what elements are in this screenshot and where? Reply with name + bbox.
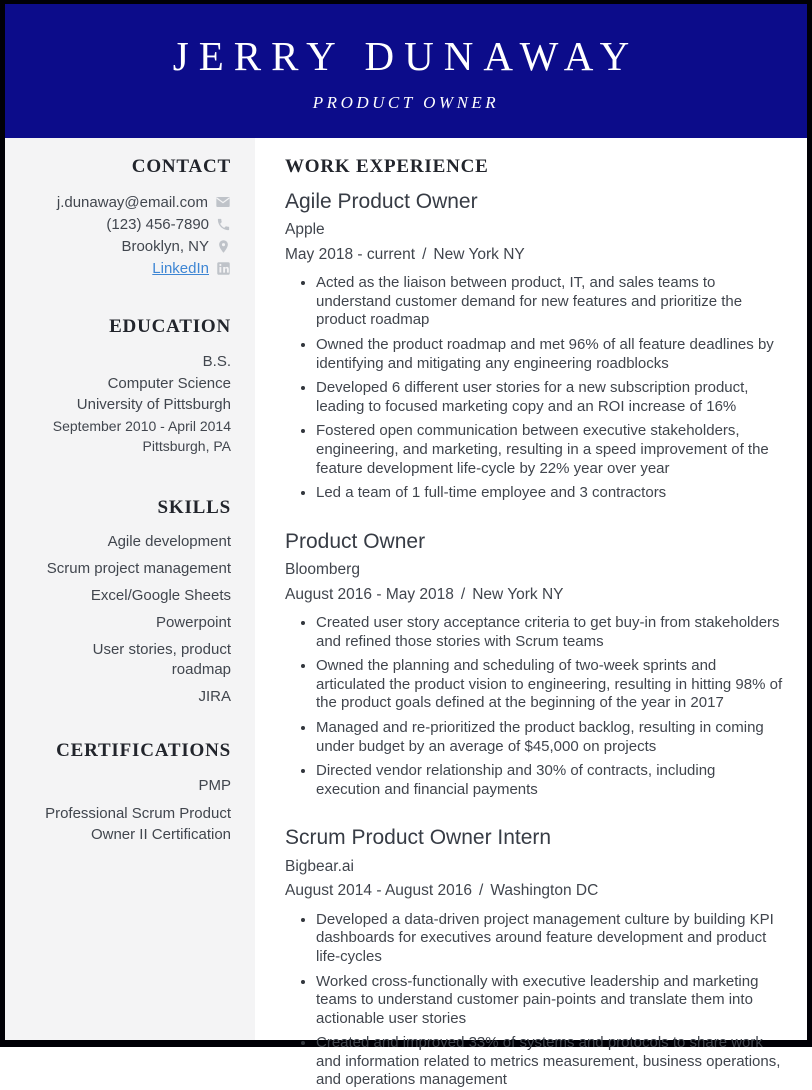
job-dateline [285,246,783,265]
education-school: University of Pittsburgh [76,396,231,413]
resume-body [5,138,807,1089]
skill-item: Excel/Google Sheets [90,586,231,604]
phone-icon [216,217,231,232]
job-company: Bigbear.ai [285,857,354,875]
location-icon [216,239,231,254]
job-title: Product Owner [285,529,426,553]
job-bullet: • Directed vendor relationship and 30% of contracts, including execution and financial payments [316,761,783,799]
skill-item: Agile development [107,532,231,550]
resume-inner [5,4,807,1089]
linkedin-icon [216,261,231,276]
job-entry [285,190,783,503]
job-title: Agile Product Owner [285,190,478,213]
job-entry [285,530,783,800]
job-dates: August 2014 - August 2016 [285,882,473,900]
skill-item: JIRA [198,687,231,705]
skills-section [17,497,231,707]
certifications-section [17,740,231,845]
email-icon [215,194,231,210]
skill-item: User stories, product roadmap [92,640,231,678]
job-bullet: • Owned the product roadmap and met 96% of all feature deadlines by identifying and mitigating any engineering roadblocks [316,335,783,373]
certification-item: PMP [198,776,231,794]
job-bullet-list [285,613,783,799]
job-company: Bloomberg [285,560,360,578]
education-degree: B.S. [202,353,231,370]
job-bullet-list [285,273,783,503]
skill-item: Powerpoint [155,613,231,631]
job-dateline [285,882,783,901]
resume-header [5,4,807,138]
skills-heading: SKILLS [157,496,231,518]
job-bullet: • Created and improved 33% of systems and protocols to share work and information related to metrics measurement, business operations, and operations management [316,1033,783,1090]
education-field: Computer Science [107,374,231,392]
job-company: Apple [285,221,325,239]
certifications-heading: CERTIFICATIONS [56,739,231,761]
job-location: Washington DC [490,882,599,900]
job-title: Scrum Product Owner Intern [285,826,552,850]
job-bullet: • Led a team of 1 full-time employee and 3 contractors [316,483,783,503]
job-location: New York NY [433,245,525,263]
contact-section [17,156,231,279]
job-bullet: • Worked cross-functionally with executive leadership and marketing teams to understand customer pain-points and translate them into actionable user stories [316,972,783,1029]
contact-heading: CONTACT [131,156,231,177]
contact-linkedin-row [17,257,231,279]
date-location-separator: / [422,245,427,263]
job-dates: May 2018 - current [285,245,416,263]
skill-item: Scrum project management [46,559,231,577]
candidate-job-title: PRODUCT OWNER [312,92,500,112]
job-bullet: • Developed 6 different user stories for a new subscription product, leading to focused marketing copy and an ROI increase of 16% [316,378,783,416]
contact-location-row [17,235,231,257]
education-heading: EDUCATION [109,316,231,337]
education-dates: September 2010 - April 2014 [52,417,231,434]
job-bullet: • Managed and re-prioritized the product backlog, resulting in coming under budget by an average of $45,000 on projects [316,718,783,756]
education-section [17,316,231,457]
contact-email-text: j.dunaway@email.com [56,193,208,211]
job-bullet: • Acted as the liaison between product, IT, and sales teams to understand customer demand for new features and prioritize the product roadmap [316,273,783,330]
job-location: New York NY [472,585,564,603]
work-experience-heading: WORK EXPERIENCE [285,156,489,177]
certification-item: Professional Scrum Product Owner II Certification [45,804,231,843]
job-bullet-list [285,910,783,1090]
education-location: Pittsburgh, PA [142,438,231,454]
date-location-separator: / [460,585,466,603]
candidate-name: JERRY DUNAWAY [172,32,640,79]
contact-email-row [17,191,231,213]
contact-phone-text: (123) 456-7890 [106,215,209,233]
job-bullet: • Owned the planning and scheduling of two-week sprints and articulated the product vision to engineering, resulting in hitting 98% of the product goals defined at the beginning of the year in 2017 [316,656,783,713]
contact-phone-row [17,213,231,235]
job-dateline [285,586,783,605]
linkedin-link[interactable]: LinkedIn [152,259,209,277]
contact-location-text: Brooklyn, NY [121,237,209,255]
date-location-separator: / [479,882,484,900]
work-experience-section [255,138,807,1089]
job-dates: August 2016 - May 2018 [285,585,454,603]
job-entry [285,826,783,1090]
job-bullet: • Developed a data-driven project management culture by building KPI dashboards for executives around feature development and product life-cycles [316,910,783,967]
job-bullet: • Fostered open communication between executive stakeholders, engineering, and marketing, resulting in a speed improvement of the feature development life-cycle by 22% year over year [316,421,783,478]
sidebar [5,138,255,1040]
job-bullet: • Created user story acceptance criteria to get buy-in from stakeholders and refined those stories with Scrum teams [316,613,783,651]
